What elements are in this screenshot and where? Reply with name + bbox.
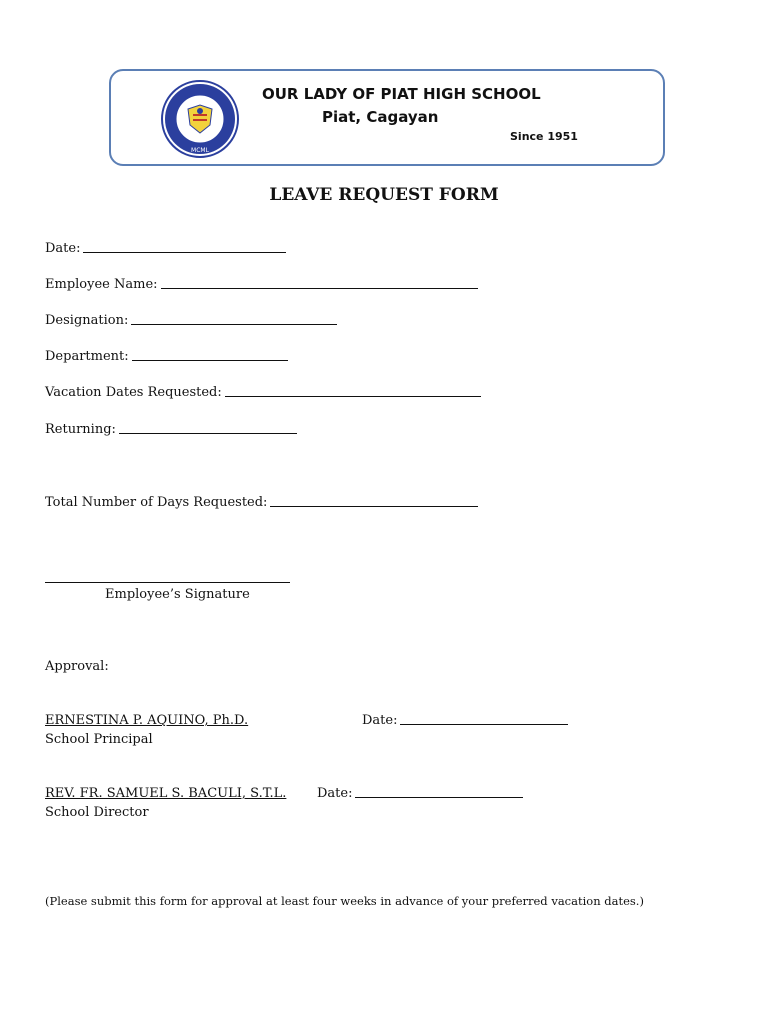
department-label: Department: [45,349,129,364]
approval-label: Approval: [45,659,109,674]
designation-label: Designation: [45,313,129,328]
department-blank[interactable] [132,359,288,361]
school-location: Piat, Cagayan [322,108,439,126]
principal-date-blank[interactable] [400,723,568,725]
school-name: OUR LADY OF PIAT HIGH SCHOOL [262,85,541,103]
director-date-blank[interactable] [355,796,523,798]
vacation-dates-field[interactable] [45,385,481,400]
principal-date-field[interactable] [362,713,568,728]
designation-field[interactable] [45,313,337,328]
total-days-blank[interactable] [270,505,478,507]
date-field[interactable] [45,241,286,256]
director-name: REV. FR. SAMUEL S. BACULI, S.T.L. [45,786,287,801]
principal-name: ERNESTINA P. AQUINO, Ph.D. [45,713,249,728]
principal-date-label: Date: [362,713,398,728]
employee-signature-label: Employee’s Signature [105,587,250,602]
director-title: School Director [45,805,149,820]
employee-name-field[interactable] [45,277,478,292]
employee-signature-line[interactable] [45,582,290,583]
director-date-field[interactable] [317,786,523,801]
department-field[interactable] [45,349,288,364]
returning-blank[interactable] [119,432,297,434]
form-title: LEAVE REQUEST FORM [269,185,499,205]
returning-label: Returning: [45,422,116,437]
total-days-field[interactable] [45,495,478,510]
employee-name-blank[interactable] [161,287,478,289]
school-seal-logo [160,79,240,159]
director-date-label: Date: [317,786,353,801]
vacation-dates-blank[interactable] [225,395,481,397]
date-label: Date: [45,241,81,256]
returning-field[interactable] [45,422,297,437]
designation-blank[interactable] [131,323,337,325]
total-days-label: Total Number of Days Requested: [45,495,268,510]
vacation-dates-label: Vacation Dates Requested: [45,385,222,400]
principal-title: School Principal [45,732,153,747]
svg-text:MCML: MCML [191,147,209,154]
employee-name-label: Employee Name: [45,277,158,292]
date-blank[interactable] [83,251,286,253]
school-founded: Since 1951 [510,130,578,143]
submission-note: (Please submit this form for approval at least four weeks in advance of your preferred vacation dates.) [45,894,644,908]
